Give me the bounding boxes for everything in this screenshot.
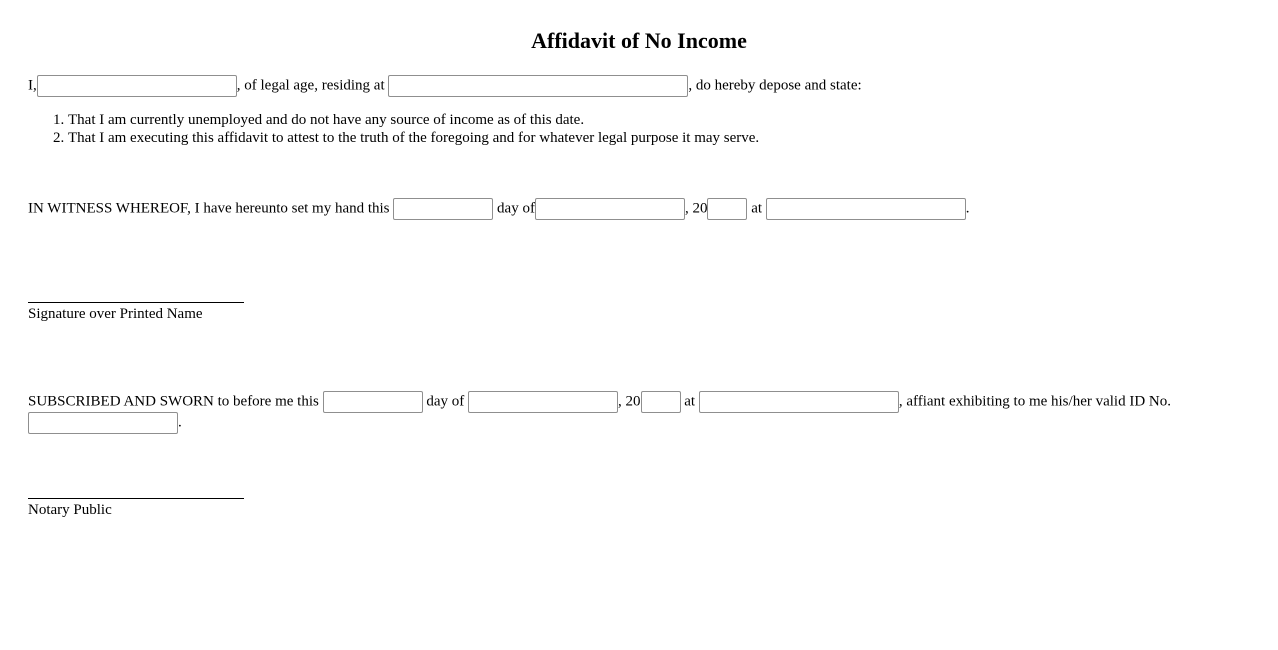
witness-day-of: day of xyxy=(497,200,535,217)
sworn-prefix: SUBSCRIBED AND SWORN to before me this xyxy=(28,393,319,410)
witness-month-input[interactable] xyxy=(535,198,685,220)
statement-item: 2. That I am executing this affidavit to attest to the truth of the foregoing and for whatever legal purpose it may serve. xyxy=(68,129,759,147)
witness-year-prefix: , 20 xyxy=(684,200,708,217)
notary-label: Notary Public xyxy=(28,502,112,518)
signature-line xyxy=(28,302,244,303)
sworn-day-of: day of xyxy=(426,393,465,410)
sworn-year-prefix: , 20 xyxy=(618,393,641,410)
id-number-input[interactable] xyxy=(28,412,178,434)
sworn-month-input[interactable] xyxy=(468,391,618,413)
witness-day-input[interactable] xyxy=(393,198,493,220)
intro-after-address: , do hereby depose and state: xyxy=(688,77,862,94)
witness-prefix: IN WITNESS WHEREOF, I have hereunto set my hand this xyxy=(28,200,390,217)
sworn-at: at xyxy=(684,393,696,410)
sworn-end: . xyxy=(178,414,182,431)
witness-place-input[interactable] xyxy=(766,198,966,220)
intro-line xyxy=(28,74,862,97)
page-title: Affidavit of No Income xyxy=(531,28,747,53)
name-input[interactable] xyxy=(37,75,237,97)
sworn-day-input[interactable] xyxy=(323,391,423,413)
statements-list xyxy=(28,111,759,147)
statement-item: 1. That I am currently unemployed and do not have any source of income as of this date. xyxy=(68,111,759,129)
witness-year-input[interactable] xyxy=(707,198,747,220)
sworn-year-input[interactable] xyxy=(641,391,681,413)
witness-end: . xyxy=(965,200,970,217)
address-input[interactable] xyxy=(388,75,688,97)
witness-line xyxy=(28,197,970,220)
sworn-after-place: , affiant exhibiting to me his/her valid ID No. xyxy=(898,393,1171,410)
sworn-place-input[interactable] xyxy=(699,391,899,413)
intro-prefix: I, xyxy=(28,77,37,94)
sworn-line xyxy=(28,390,1171,413)
sworn-line-continued xyxy=(28,411,182,434)
witness-at: at xyxy=(751,200,763,217)
intro-after-name: , of legal age, residing at xyxy=(236,77,385,94)
signature-label: Signature over Printed Name xyxy=(28,306,203,322)
notary-signature-line xyxy=(28,498,244,499)
